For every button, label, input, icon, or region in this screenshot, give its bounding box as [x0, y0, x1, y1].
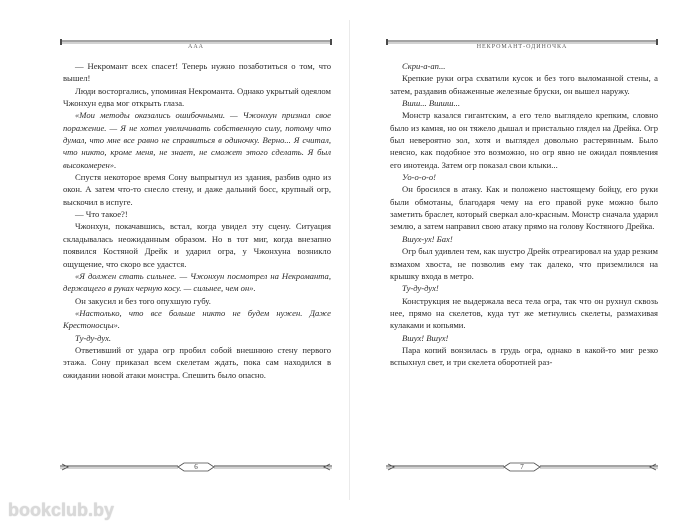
paragraph: Он бросился в атаку. Как и положено настоящему бойцу, его руки были обмотаны, благодаря чему на его правой руке можно было заметить браслет, который сверкал ало-красным. Монстр сначала ударил землю, а затем направил свою атаку прямо на голову Костяного Дрейка. — [390, 184, 658, 232]
right-page — [350, 0, 700, 526]
paragraph: Люди восторгались, упоминая Некроманта. Однако укрытый одеялом Чжонхун едва мог открыть глаза. — [63, 85, 331, 109]
paragraph: Ту-ду-дух. — [75, 332, 112, 343]
paragraph: Скри-а-ап... — [402, 61, 446, 71]
paragraph: Чжонхун, покачавшись, встал, когда увидел эту сцену. Ситуация складывалась неожиданным образом. Но в тот миг, когда внезапно появился Костяной Дрейк и ударил огра, у Чжонхуна возникло ощущение, что скоро все удастся. — [63, 221, 331, 269]
paragraph: «Я должен стать сильнее. — Чжонхун посмотрел на Некроманта, держащего в руках черную косу. — сильнее, чем он». — [63, 270, 331, 294]
page-number: 6 — [194, 463, 198, 471]
paragraph: Он закусил и без того опухшую губу. — [75, 295, 211, 306]
running-head: ААА — [188, 44, 204, 50]
paragraph: Конструкция не выдержала веса тела огра, так что он рухнул сквозь нее, прямо на скелетов, куда тут же метнулись скелеты, размахивая кулаками и копьями. — [390, 295, 658, 331]
page-body-text — [63, 60, 331, 381]
running-head: НЕКРОМАНТ-ОДИНОЧКА — [476, 44, 568, 50]
paragraph: «Настолько, что все больше никто не будем нужен. Даже Крестоносцы». — [63, 307, 331, 331]
paragraph: Крепкие руки огра схватили кусок и без того выломанной стены, а затем, раздавив обнаженные железные бруски, он вышел наружу. — [390, 73, 658, 96]
page-body-text — [390, 60, 658, 369]
paragraph: Ту-ду-дух! — [402, 283, 439, 294]
watermark-logo: bookclub.by — [8, 500, 115, 520]
paragraph: Огр был удивлен тем, как шустро Дрейк отреагировал на удар резким взмахом хвоста, не позволив ему так далеко, что приземлился на крышку входа в метро. — [390, 246, 658, 281]
paragraph: — Что такое?! — [75, 209, 128, 220]
paragraph: Спустя некоторое время Сону выпрыгнул из здания, разбив одно из окон. А затем что-то снесло стену, и даже дальний босс, крупный огр, выскочил в испуге. — [63, 172, 331, 207]
paragraph: Ответивший от удара огр пробил собой внешнюю стену первого этажа. Сону приказал всем скелетам ждать, пока сам находился в ожидании новой атаки монстра. Спешить было опасно. — [63, 344, 331, 380]
paragraph: Монстр казался гигантским, а его тело выглядело крепким, словно было из камня, но он тяжело дышал и пристально глядел на Дрейка. Огр был невероятно зол, хотя и выглядел довольно растерянным. Было неясно, как подобное это возможно, но огр явно не ожидал появления его инотеида. Затем огр показал свои клыки... — [390, 110, 658, 170]
paragraph: Пара копий вонзилась в грудь огра, однако в какой-то миг резко вспыхнул свет, и три скелета оборотней раз- — [390, 344, 658, 368]
paragraph: Уо-о-о-о! — [402, 172, 437, 183]
paragraph: — Некромант всех спасет! Теперь нужно позаботиться о том, что вышел! — [63, 61, 331, 84]
paragraph: Вшух-ух! Бах! — [402, 233, 453, 244]
paragraph: Вшш... Вшшш... — [402, 98, 460, 109]
paragraph: Вшух! Вшух! — [402, 332, 449, 343]
page-number: 7 — [520, 463, 524, 471]
paragraph: «Мои методы оказались ошибочными. — Чжонхун признал свое поражение. — Я не хотел увеличивать собственную силу, потому что думал, что мне все равно не справиться в одиночку. Верно... Я считал, что никто, кроме меня, не знает, не сможет этого сделать. Я был высокомерен». — [63, 110, 331, 170]
